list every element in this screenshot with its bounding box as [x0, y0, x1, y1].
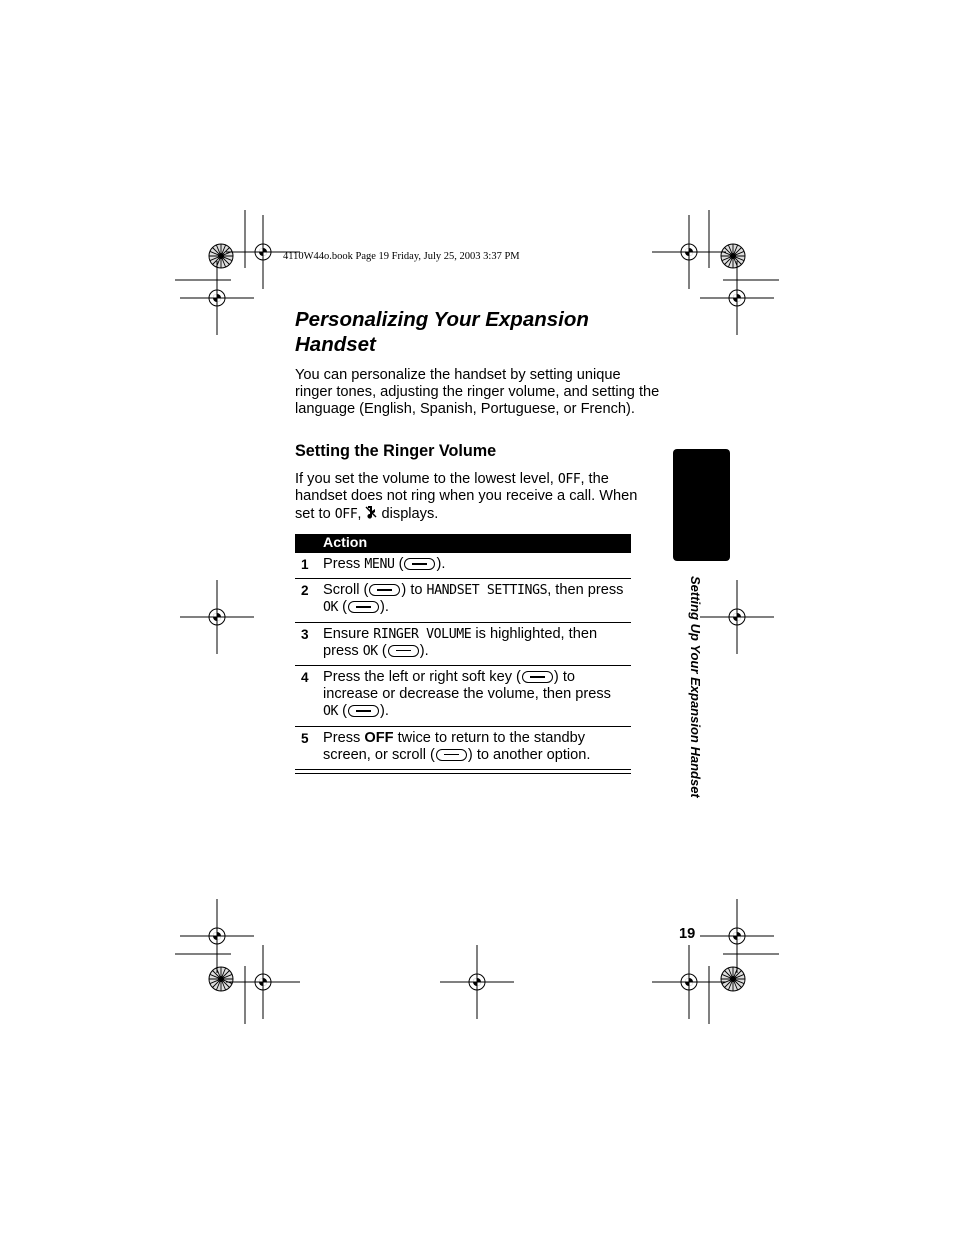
- volume-paragraph: If you set the volume to the lowest level, OFF, the handset does not ring when you receive a call. When set to OFF, displays.: [295, 471, 638, 523]
- chapter-side-title: Setting Up Your Expansion Handset: [688, 576, 703, 798]
- step-number: 5: [301, 730, 309, 746]
- action-table: [295, 534, 631, 774]
- lcd-text: OFF: [334, 507, 358, 523]
- subheading: Setting the Ringer Volume: [295, 442, 497, 460]
- lcd-text: OFF: [557, 472, 581, 487]
- soft-key-icon: [436, 749, 467, 761]
- soft-key-icon: [404, 558, 435, 570]
- soft-key-icon: [348, 601, 379, 613]
- lcd-text: RINGER VOLUME: [373, 626, 472, 642]
- file-header: 4110W44o.book Page 19 Friday, July 25, 2003 3:37 PM: [283, 251, 520, 262]
- table-row: 4 Press the left or right soft key ( ) to increase or decrease the volume, then press OK ( ).: [295, 666, 631, 727]
- table-header: Action: [295, 534, 631, 553]
- step-number: 1: [301, 557, 309, 572]
- soft-key-icon: [522, 671, 553, 683]
- lcd-text: MENU: [364, 557, 395, 572]
- page-title: Personalizing Your Expansion Handset: [295, 308, 589, 356]
- lcd-text: HANDSET SETTINGS: [426, 583, 548, 599]
- table-row: 1 Press MENU ( ).: [295, 553, 631, 579]
- soft-key-icon: [348, 705, 379, 717]
- lcd-text: OK: [362, 643, 378, 659]
- lcd-text: OK: [323, 704, 339, 720]
- ringer-off-icon: [365, 505, 377, 519]
- step-number: 3: [301, 626, 309, 642]
- chapter-tab: [673, 449, 730, 561]
- step-number: 2: [301, 583, 309, 599]
- table-row: 3 Ensure RINGER VOLUME is highlighted, then press OK ( ).: [295, 623, 631, 666]
- step-number: 4: [301, 670, 309, 686]
- table-row: 2 Scroll ( ) to HANDSET SETTINGS, then press OK ( ).: [295, 579, 631, 622]
- soft-key-icon: [369, 584, 400, 596]
- lcd-text: OK: [323, 600, 339, 616]
- intro-paragraph: You can personalize the handset by setting unique ringer tones, adjusting the ringer volume, and setting the language (English, Spanish, Portuguese, or French).: [295, 367, 660, 418]
- table-row: 5 Press OFF twice to return to the standby screen, or scroll ( ) to another option.: [295, 727, 631, 770]
- table-bottom-rule: [295, 770, 631, 774]
- soft-key-icon: [388, 645, 419, 657]
- page-number: 19: [679, 926, 696, 942]
